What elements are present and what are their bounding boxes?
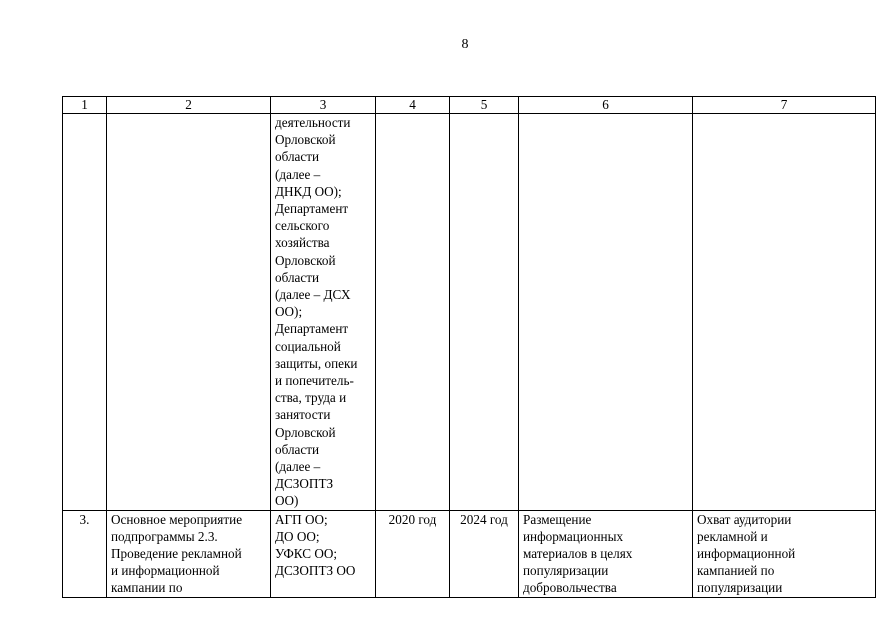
page-number: 8 <box>461 37 469 52</box>
row-number: 3. <box>63 510 107 597</box>
header-cell-3: 3 <box>271 97 376 114</box>
text-line: ОО) <box>275 493 299 509</box>
text-line: добровольчества <box>523 580 617 596</box>
header-row <box>63 97 876 114</box>
cont-cell-1 <box>63 114 107 511</box>
start-year-cell: 2020 год <box>376 510 450 597</box>
text-line: популяризации <box>523 563 609 579</box>
text-line: Департамент <box>275 321 349 337</box>
text-line: информационной <box>697 546 796 562</box>
cont-cell-6 <box>519 114 693 511</box>
text-line: Орловской <box>275 132 336 148</box>
text-line: (далее – <box>275 166 321 182</box>
text-line: Орловской <box>275 424 336 440</box>
cont-cell-3-executors <box>271 114 376 511</box>
text-line: Размещение <box>523 511 592 527</box>
text-line: сельского <box>275 218 330 234</box>
text-line: области <box>275 441 320 457</box>
text-line: и попечитель- <box>275 373 354 389</box>
text-line: материалов в целях <box>523 546 633 562</box>
text-line: ДСЗОПТЗ <box>275 476 334 492</box>
text-line: области <box>275 269 320 285</box>
text-line: ДНКД ОО); <box>275 183 342 199</box>
text-line: области <box>275 149 320 165</box>
text-line: Орловской <box>275 252 336 268</box>
text-line: УФКС ОО; <box>275 546 338 562</box>
text-line: ОО); <box>275 304 303 320</box>
header-cell-2: 2 <box>107 97 271 114</box>
header-cell-7: 7 <box>693 97 876 114</box>
table-row-3 <box>63 510 876 597</box>
expected-result-cell <box>519 510 693 597</box>
text-line: ДСЗОПТЗ ОО <box>275 563 356 579</box>
cont-cell-5 <box>450 114 519 511</box>
text-line: ДО ОО; <box>275 528 320 544</box>
text-line: ства, труда и <box>275 390 347 406</box>
executors-list <box>275 114 371 510</box>
end-year-cell: 2024 год <box>450 510 519 597</box>
text-line: защиты, опеки <box>275 355 358 371</box>
program-table <box>62 96 876 598</box>
cont-cell-2 <box>107 114 271 511</box>
text-line: и информационной <box>111 563 220 579</box>
text-line: Основное мероприятие <box>111 511 243 527</box>
text-line: Охват аудитории <box>697 511 792 527</box>
text-line: рекламной и <box>697 528 768 544</box>
table-row-continuation <box>63 114 876 511</box>
cont-cell-4 <box>376 114 450 511</box>
measure-name-cell <box>107 510 271 597</box>
text-line: кампанией по <box>697 563 775 579</box>
text-line: занятости <box>275 407 331 423</box>
text-line: (далее – ДСХ <box>275 287 351 303</box>
header-cell-4: 4 <box>376 97 450 114</box>
text-line: (далее – <box>275 459 321 475</box>
executors-cell <box>271 510 376 597</box>
cont-cell-7 <box>693 114 876 511</box>
header-cell-6: 6 <box>519 97 693 114</box>
indicator-cell <box>693 510 876 597</box>
text-line: популяризации <box>697 580 783 596</box>
text-line: подпрограммы 2.3. <box>111 528 218 544</box>
text-line: деятельности <box>275 115 351 130</box>
text-line: АГП ОО; <box>275 511 328 527</box>
text-line: социальной <box>275 338 341 354</box>
header-cell-5: 5 <box>450 97 519 114</box>
text-line: информационных <box>523 528 624 544</box>
text-line: кампании по <box>111 580 183 596</box>
text-line: Проведение рекламной <box>111 546 242 562</box>
text-line: Департамент <box>275 201 349 217</box>
text-line: хозяйства <box>275 235 330 251</box>
header-cell-1: 1 <box>63 97 107 114</box>
